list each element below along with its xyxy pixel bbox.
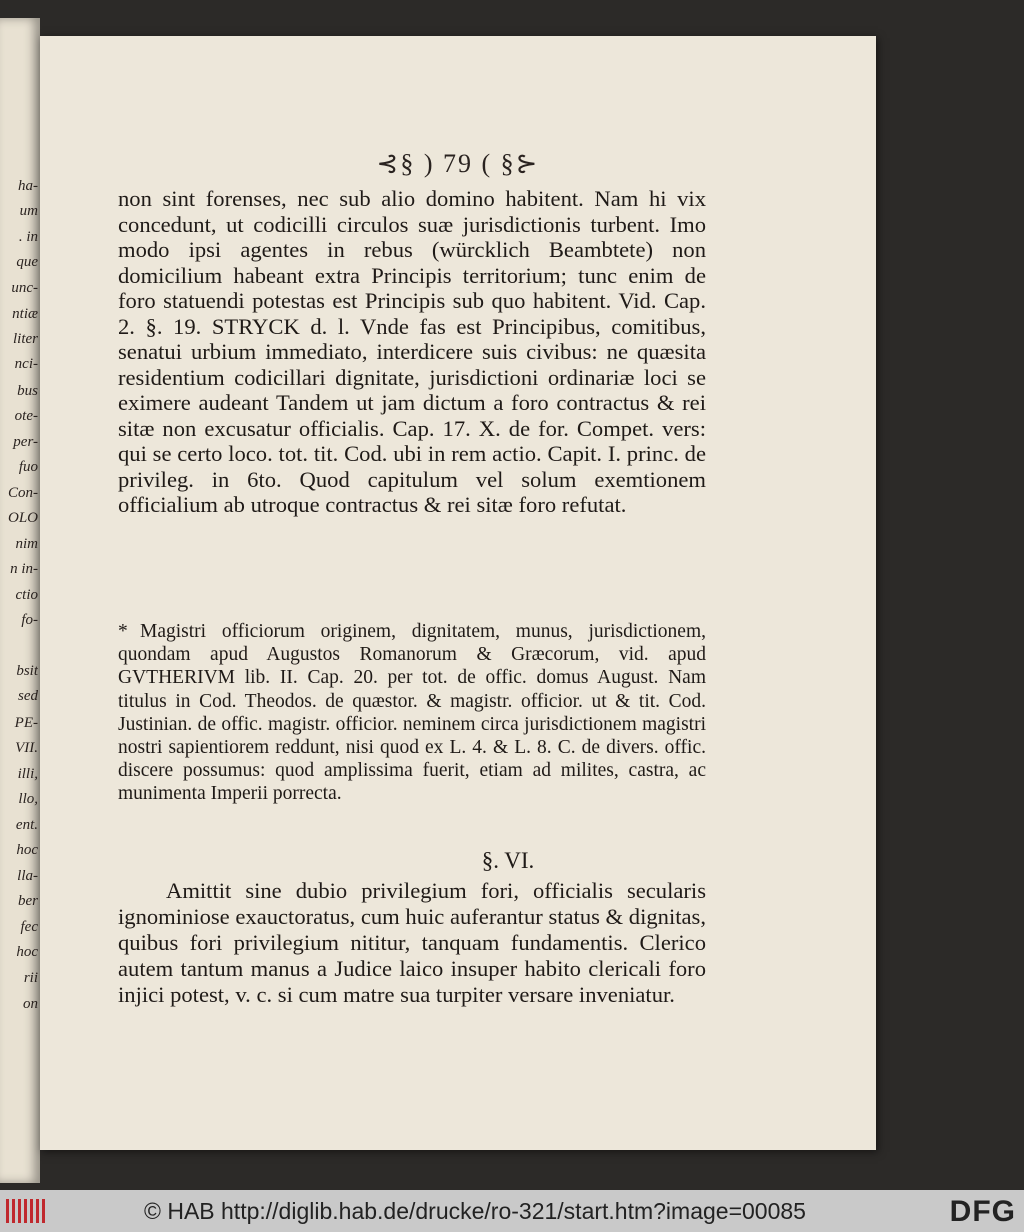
paragraph-2-text: Amittit sine dubio privilegium fori, officialis secularis ignominiose exauctoratus, cum huic auferantur status & dignitas, quibus fori privilegium nititur, tanquam fundamentis. Clerico autem tantum manus a Judice laico insuper habito clericali foro injici potest, v. c. si cum matre sua turpiter versare inveniatur. (118, 878, 706, 1007)
left-page-fragment: nim (15, 536, 38, 552)
left-page-fragment: nci- (14, 356, 38, 372)
left-page-fragment: on (23, 996, 38, 1012)
left-page-fragment: ote- (14, 408, 38, 424)
main-paragraph (118, 186, 706, 518)
left-page-fragment: ber (18, 893, 38, 909)
left-page-fragment: OLO (7, 510, 38, 526)
left-page-fragment: illi, (17, 766, 38, 782)
left-page-fragment: rii (23, 970, 38, 986)
left-page-fragment: sed (18, 688, 38, 704)
left-page-fragment: PE- (14, 715, 38, 731)
left-page-fragment: hoc (16, 944, 38, 960)
left-page-fragment: n in- (10, 561, 38, 577)
paragraph-2 (118, 878, 706, 1008)
left-page-fragment: que (16, 254, 38, 270)
section-title: §. VI. (481, 848, 535, 873)
paragraph-1: non sint forenses, nec sub alio domino habitent. Nam hi vix concedunt, ut codicilli circulos suæ jurisdictionis turbent. Imo modo ipsi agentes in rebus (würcklich Beambtete) non domicilium habeant extra Principis territorium; tunc enim de foro statuendi potestas est Principis sub quo habitent. Vid. Cap. 2. §. 19. STRYCK d. l. Vnde fas est Principibus, comitibus, senatui urbium immediato, interdicere suis civibus: ne quæsita residentium codicillari dignitate, jurisdictioni ordinariæ loci se eximere audeant Tandem ut jam dictum a foro contractus & rei sitæ non excusatur officialis. Cap. 17. X. de for. Compet. vers: qui se certo loco. tot. tit. Cod. ubi in rem actio. Capit. I. princ. de privileg. in 6to. Quod capitulum vel solum exemtionem officialium ab utroque contractus & rei sitæ foro refutat. (118, 186, 706, 517)
left-page-fragment: um (19, 203, 38, 219)
page-header: ⊰§ ) 79 ( §⊱ (376, 149, 540, 178)
left-page-fragment: VII. (15, 740, 38, 756)
left-page-fragment: ctio (15, 587, 38, 603)
left-page-fragment: fuo (18, 459, 38, 475)
left-page-fragment: . in (18, 229, 38, 245)
footnote-mark: * (118, 621, 128, 642)
left-page-fragment: lla- (17, 868, 38, 884)
left-page-fragment: Con- (8, 485, 38, 501)
left-page-fragment: fo- (21, 612, 38, 628)
hab-barcode-icon (6, 1199, 46, 1223)
left-page-fragment: liter (13, 331, 38, 347)
left-page-fragment: unc- (11, 280, 38, 296)
left-page-fragment: bus (17, 383, 38, 399)
book-page (40, 36, 876, 1150)
left-page-fragment: llo, (18, 791, 38, 807)
footnote-text: Magistri officiorum originem, dignitatem, munus, jurisdictionem, quondam apud Augustos Romanorum & Græcorum, vid. apud GVTHERIVM lib. II. Cap. 20. per tot. de offic. domus August. Nam titulus in Cod. Theodos. de quæstor. & magistr. officior. ut & tit. Cod. Justinian. de offic. magistr. officior. neminem circa jurisdictionem magistri nostri sapientiorem reddunt, nisi quod ex L. 4. & L. 8. C. de divers. offic. discere possumus: quod amplissima fuerit, etiam ad milites, castra, ac munimenta Imperii porrecta. (118, 621, 706, 805)
footnote (118, 620, 706, 806)
footer-bar (0, 1190, 1024, 1232)
left-page-fragment: ha- (18, 178, 38, 194)
left-page-fragment: fec (20, 919, 38, 935)
left-page-fragment: ntiæ (12, 306, 38, 322)
dfg-logo: DFG (949, 1195, 1016, 1228)
left-page-fragment: per- (13, 434, 38, 450)
left-page-fragment: ent. (15, 817, 38, 833)
left-page-edge (0, 18, 40, 1183)
footer-credit-link[interactable]: © HAB http://diglib.hab.de/drucke/ro-321/start.htm?image=00085 (144, 1198, 806, 1224)
left-page-fragment: hoc (16, 842, 38, 858)
left-page-fragment: bsit (16, 663, 38, 679)
